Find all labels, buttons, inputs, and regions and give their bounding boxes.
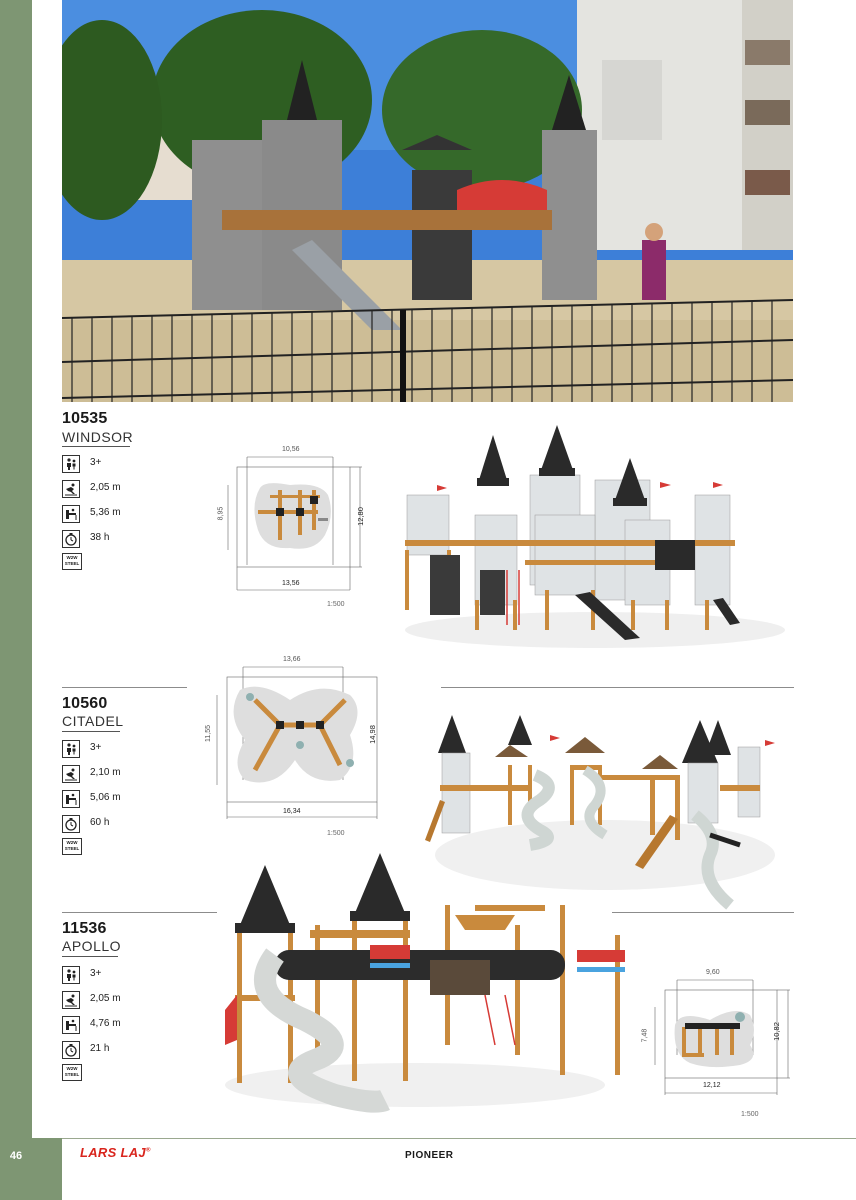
w2w-steel-badge: W2W STEEL: [62, 553, 82, 570]
footer-rule: [62, 1138, 856, 1139]
product-code: 10535: [62, 410, 108, 427]
product-name: CITADEL: [62, 713, 124, 729]
spec-platform-height: 5,36 m: [62, 505, 162, 523]
platform-height-icon: [62, 505, 80, 523]
fall-height-icon: [62, 765, 80, 783]
spec-age: 3+: [62, 740, 162, 758]
section-divider: [612, 912, 794, 913]
spec-installation-time: 60 h: [62, 815, 162, 833]
sidebar-footer-block: [32, 1138, 62, 1200]
spec-fall-height: 2,10 m: [62, 765, 162, 783]
installation-time-icon: [62, 1041, 80, 1059]
plan-dim-height-left: 11,55: [205, 725, 212, 742]
plan-dim-width-bottom: 12,12: [703, 1082, 721, 1089]
plan-scale: 1:500: [741, 1111, 759, 1118]
name-underline: [62, 956, 118, 957]
spec-fall-height: 2,05 m: [62, 991, 162, 1009]
plan-dim-width-top: 10,56: [282, 446, 300, 453]
plan-dim-width-bottom: 13,56: [282, 580, 300, 587]
spec-platform-height: 4,76 m: [62, 1016, 162, 1034]
section-divider: [441, 687, 794, 688]
section-divider: [62, 912, 217, 913]
sidebar-stripe: [0, 0, 32, 1200]
footer-title: PIONEER: [405, 1150, 454, 1161]
children-age-icon: [62, 455, 80, 473]
plan-dim-width-top: 13,66: [283, 656, 301, 663]
name-underline: [62, 731, 120, 732]
platform-height-icon: [62, 790, 80, 808]
product-name: APOLLO: [62, 938, 122, 954]
plan-dim-width-top: 9,60: [706, 969, 720, 976]
spec-platform-height: 5,06 m: [62, 790, 162, 808]
spec-installation-time: 38 h: [62, 530, 162, 548]
spec-installation-time: 21 h: [62, 1041, 162, 1059]
page-number: 46: [9, 1150, 23, 1162]
render-windsor: [395, 420, 795, 650]
playground-photo: [62, 0, 793, 402]
name-underline: [62, 446, 130, 447]
plan-dim-height-left: 8,95: [217, 506, 225, 521]
fall-height-icon: [62, 480, 80, 498]
site-plan-citadel: [200, 655, 390, 830]
product-code: 11536: [62, 920, 107, 937]
installation-time-icon: [62, 530, 80, 548]
plan-scale: 1:500: [327, 830, 345, 837]
children-age-icon: [62, 966, 80, 984]
installation-time-icon: [62, 815, 80, 833]
plan-dim-height-left: 7,48: [641, 1028, 649, 1043]
plan-scale: 1:500: [327, 601, 345, 608]
spec-age: 3+: [62, 966, 162, 984]
plan-dim-width-bottom: 16,34: [283, 808, 301, 815]
w2w-steel-badge: W2W STEEL: [62, 838, 82, 855]
plan-dim-height-right: 12,80: [355, 507, 365, 526]
plan-dim-height-right: 14,98: [367, 725, 377, 744]
spec-fall-height: 2,05 m: [62, 480, 162, 498]
w2w-steel-badge: W2W STEEL: [62, 1064, 82, 1081]
section-divider: [62, 687, 187, 688]
render-apollo: [215, 845, 635, 1115]
product-name: WINDSOR: [62, 429, 134, 445]
plan-dim-height-right: 10,82: [771, 1022, 781, 1041]
product-code: 10560: [62, 695, 108, 712]
spec-age: 3+: [62, 455, 162, 473]
fall-height-icon: [62, 991, 80, 1009]
platform-height-icon: [62, 1016, 80, 1034]
brand-logo: LARS LAJ®: [80, 1145, 151, 1160]
children-age-icon: [62, 740, 80, 758]
